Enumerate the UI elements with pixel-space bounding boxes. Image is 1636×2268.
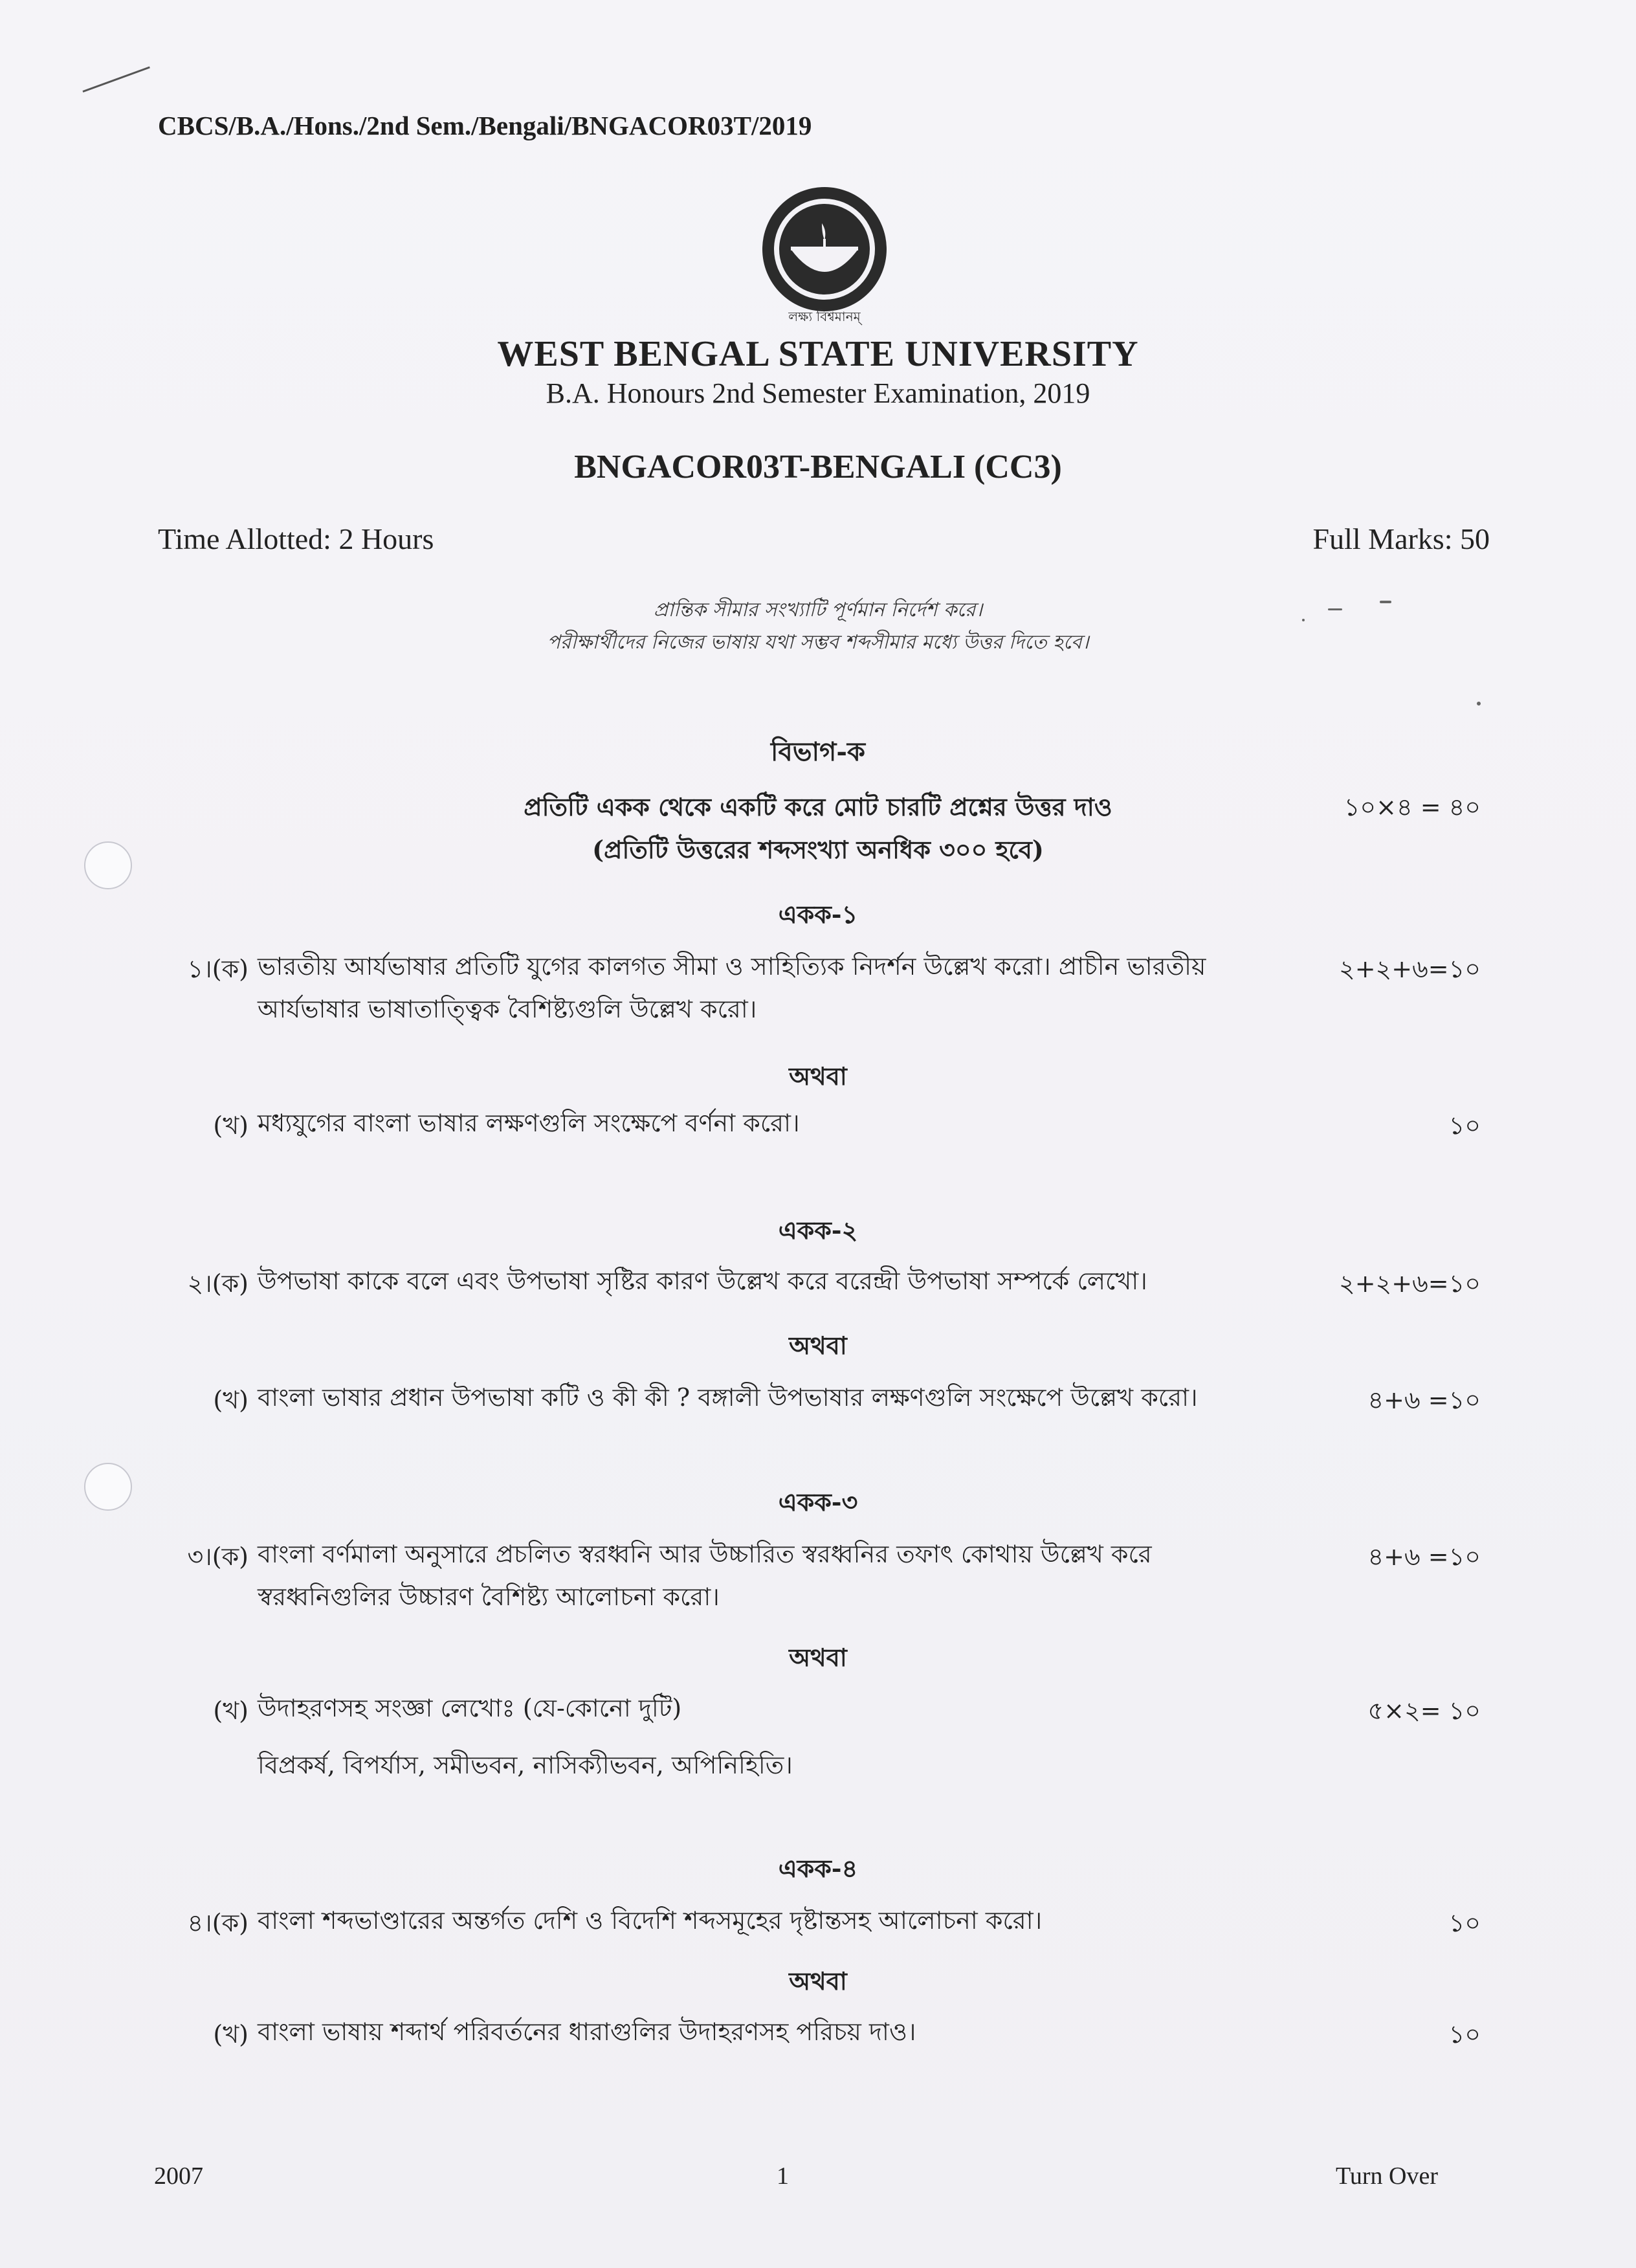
unit-3-q-b-marks: ৫×২= ১০ (1367, 1696, 1481, 1725)
unit-4-q-a-marks: ১০ (1448, 1909, 1481, 1937)
unit-2-or: অথবা (789, 1331, 847, 1360)
unit-3-q-a-number: ৩।(ক) (187, 1542, 249, 1571)
unit-1-q-a-line-2: আর্যভাষার ভাষাতাত্ত্বিক বৈশিষ্ট্যগুলি উল্লেখ করো। (258, 995, 757, 1023)
university-motto: লক্ষ্য বিশ্বমানম্ (788, 309, 861, 324)
turn-over-label: Turn Over (1336, 2162, 1438, 2190)
time-allotted: Time Allotted: 2 Hours (158, 522, 434, 555)
unit-3-or: অথবা (789, 1643, 847, 1672)
unit-1-q-b-line-1: মধ্যযুগের বাংলা ভাষার লক্ষণগুলি সংক্ষেপে বর্ণনা করো। (258, 1109, 800, 1137)
unit-2-q-b-marks: ৪+৬ =১০ (1367, 1386, 1481, 1414)
university-logo-icon (760, 184, 889, 314)
unit-3-q-a-line-2: স্বরধ্বনিগুলির উচ্চারণ বৈশিষ্ট্য আলোচনা করো। (258, 1583, 720, 1611)
instruction-line-2: পরীক্ষার্থীদের নিজের ভাষায় যথা সম্ভব শব্দসীমার মধ্যে উত্তর দিতে হবে। (547, 631, 1089, 654)
unit-1-or: অথবা (789, 1062, 847, 1091)
unit-3-q-b-line-2: বিপ্রকর্ষ, বিপর্যাস, সমীভবন, নাসিক্যীভবন, অপিনিহিতি। (258, 1751, 793, 1779)
unit-1-q-b-number: (খ) (213, 1111, 249, 1140)
unit-1-q-a-marks: ২+২+৬=১০ (1338, 955, 1481, 983)
unit-2-title: একক-২ (778, 1216, 858, 1245)
unit-3-q-a-marks: ৪+৬ =১০ (1367, 1542, 1481, 1571)
unit-4-q-a-line-1: বাংলা শব্দভাণ্ডারের অন্তর্গত দেশি ও বিদেশি শব্দসমূহের দৃষ্টান্তসহ আলোচনা করো। (258, 1906, 1043, 1935)
page-number: 1 (777, 2162, 789, 2190)
instruction-line-1: প্রান্তিক সীমার সংখ্যাটি পূর্ণমান নির্দেশ করে। (653, 599, 983, 621)
unit-4-q-b-line-1: বাংলা ভাষায় শব্দার্থ পরিবর্তনের ধারাগুলির উদাহরণসহ পরিচয় দাও। (258, 2018, 916, 2046)
full-marks: Full Marks: 50 (1312, 522, 1490, 555)
section-instruction-1: প্রতিটি একক থেকে একটি করে মোট চারটি প্রশ্নের উত্তর দাও (524, 792, 1112, 821)
unit-3-q-b-number: (খ) (213, 1696, 249, 1725)
unit-3-title: একক-৩ (778, 1487, 858, 1517)
unit-2-q-b-number: (খ) (213, 1386, 249, 1414)
unit-1-q-a-line-1: ভারতীয় আর্যভাষার প্রতিটি যুগের কালগত সীমা ও সাহিত্যিক নিদর্শন উল্লেখ করো। প্রাচীন ভারতীয় (258, 952, 1206, 981)
section-marks: ১০×৪ = ৪০ (1343, 793, 1481, 821)
unit-3-q-a-line-1: বাংলা বর্ণমালা অনুসারে প্রচলিত স্বরধ্বনি আর উচ্চারিত স্বরধ্বনির তফাৎ কোথায় উল্লেখ করে (258, 1540, 1152, 1568)
section-instruction-2: (প্রতিটি উত্তরের শব্দসংখ্যা অনধিক ৩০০ হবে) (592, 835, 1044, 864)
unit-2-q-a-number: ২।(ক) (187, 1269, 249, 1298)
pencil-mark (82, 66, 149, 92)
unit-4-or: অথবা (789, 1966, 847, 1996)
unit-1-q-b-marks: ১০ (1448, 1111, 1481, 1140)
section-title: বিভাগ-ক (771, 737, 865, 767)
university-name: WEST BENGAL STATE UNIVERSITY (497, 334, 1139, 374)
unit-4-q-b-number: (খ) (213, 2020, 249, 2049)
unit-4-q-b-marks: ১০ (1448, 2020, 1481, 2049)
unit-1-q-a-number: ১।(ক) (187, 955, 249, 983)
exam-title: B.A. Honours 2nd Semester Examination, 2019 (546, 377, 1090, 409)
paper-header-code: CBCS/B.A./Hons./2nd Sem./Bengali/BNGACOR03T/2019 (158, 111, 812, 140)
unit-2-q-a-marks: ২+২+৬=১০ (1338, 1269, 1481, 1298)
unit-4-title: একক-৪ (778, 1854, 858, 1883)
footer-code: 2007 (154, 2162, 203, 2190)
unit-3-q-b-line-1: উদাহরণসহ সংজ্ঞা লেখোঃ (যে-কোনো দুটি) (258, 1694, 682, 1722)
paper-code-title: BNGACOR03T-BENGALI (CC3) (574, 449, 1062, 485)
unit-2-q-b-line-1: বাংলা ভাষার প্রধান উপভাষা কটি ও কী কী ? বঙ্গালী উপভাষার লক্ষণগুলি সংক্ষেপে উল্লেখ করো। (258, 1383, 1198, 1412)
unit-4-q-a-number: ৪।(ক) (187, 1909, 249, 1937)
unit-2-q-a-line-1: উপভাষা কাকে বলে এবং উপভাষা সৃষ্টির কারণ উল্লেখ করে বরেন্দ্রী উপভাষা সম্পর্কে লেখো। (258, 1267, 1147, 1295)
unit-1-title: একক-১ (778, 900, 858, 929)
